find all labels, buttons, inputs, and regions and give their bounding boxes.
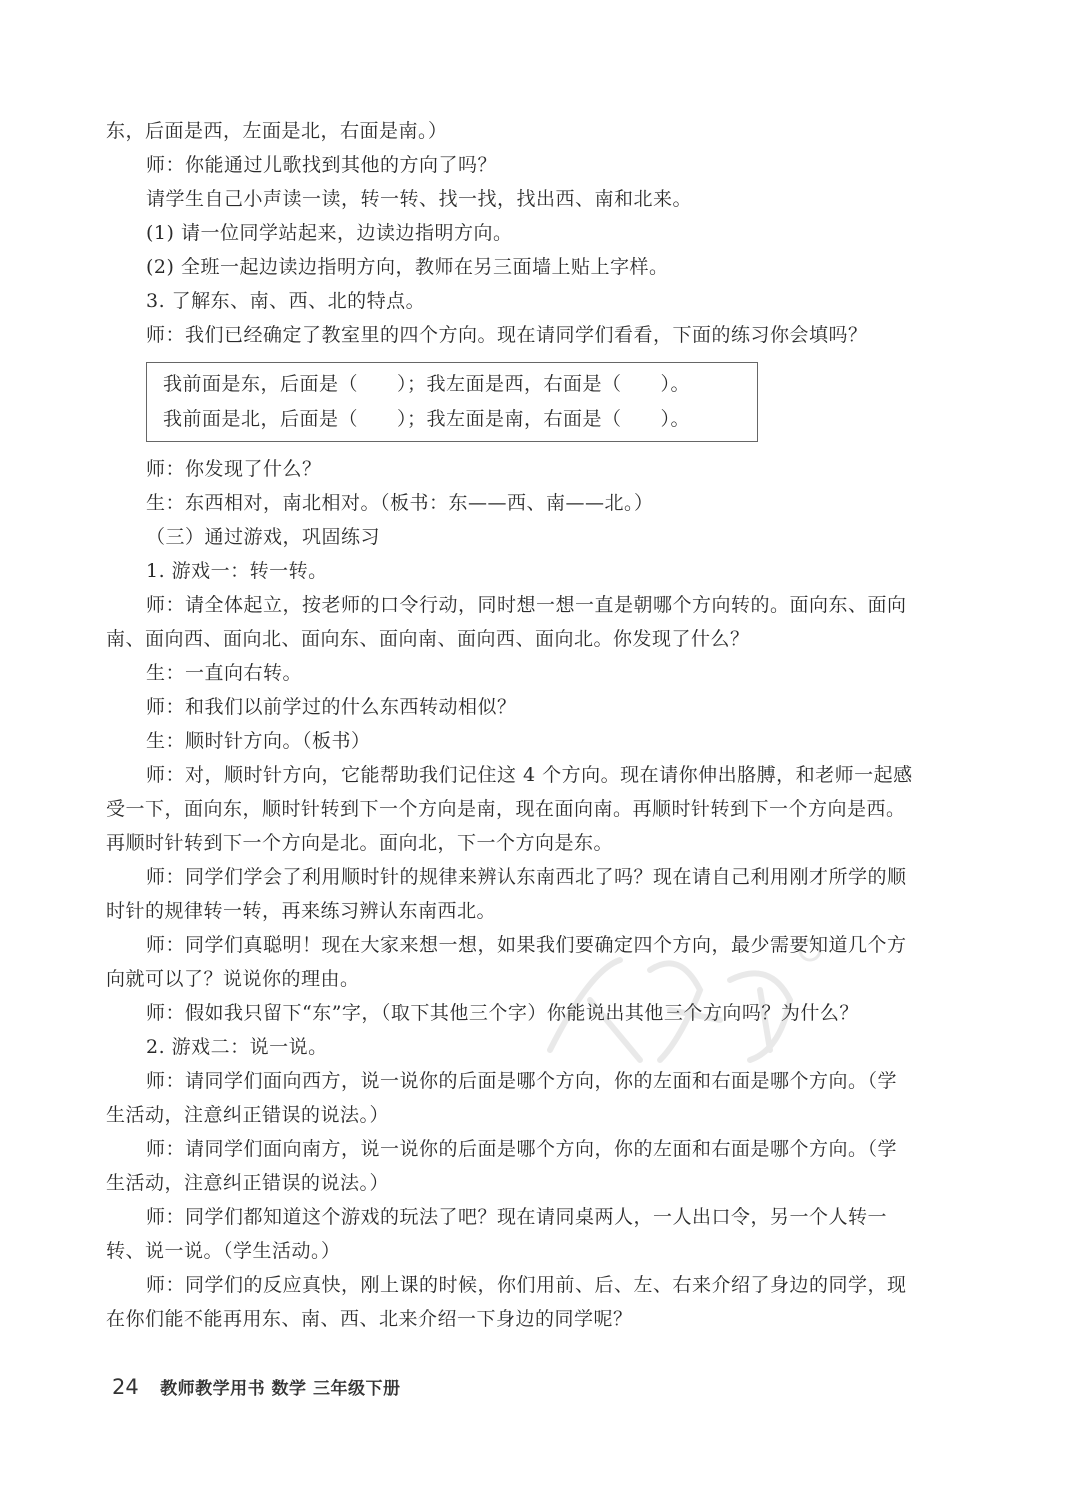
section-heading: （三）通过游戏，巩固练习 xyxy=(146,526,381,548)
text-line: 师：你发现了什么？ xyxy=(146,458,322,480)
subsection-heading: 1. 游戏一：转一转。 xyxy=(146,560,328,582)
paragraph-line: 生活动，注意纠正错误的说法。） xyxy=(106,1104,390,1126)
text-line: 请学生自己小声读一读，转一转、找一找，找出西、南和北来。 xyxy=(146,188,693,210)
paragraph-line: 向就可以了？说说你的理由。 xyxy=(106,968,360,990)
text-line: 师：假如我只留下“东”字，（取下其他三个字）你能说出其他三个方向吗？为什么？ xyxy=(146,1002,859,1024)
book-title: 教师教学用书 数学 三年级下册 xyxy=(160,1379,401,1399)
paragraph-line: 在你们能不能再用东、南、西、北来介绍一下身边的同学呢？ xyxy=(106,1308,633,1330)
paragraph-line: 师：同学们真聪明！现在大家来想一想，如果我们要确定四个方向，最少需要知道几个方 xyxy=(146,934,907,956)
paragraph-line: 师：请全体起立，按老师的口令行动，同时想一想一直是朝哪个方向转的。面向东、面向 xyxy=(146,594,907,616)
text-line: (2) 全班一起边读边指明方向，教师在另三面墙上贴上字样。 xyxy=(146,256,669,278)
text-line: 东，后面是西，左面是北，右面是南。） xyxy=(106,120,448,142)
paragraph-line: 师：对，顺时针方向，它能帮助我们记住这 4 个方向。现在请你伸出胳膊，和老师一起感 xyxy=(146,764,913,786)
text-line: 师：我们已经确定了教室里的四个方向。现在请同学们看看，下面的练习你会填吗？ xyxy=(146,324,868,346)
paragraph-line: 师：请同学们面向南方，说一说你的后面是哪个方向，你的左面和右面是哪个方向。（学 xyxy=(146,1138,898,1160)
paragraph-line: 转、说一说。（学生活动。） xyxy=(106,1240,341,1262)
page-body xyxy=(106,114,966,1336)
paragraph-line: 南、面向西、面向北、面向东、面向南、面向西、面向北。你发现了什么？ xyxy=(106,628,750,650)
text-line: 师：和我们以前学过的什么东西转动相似？ xyxy=(146,696,517,718)
page-number: 24 xyxy=(112,1375,139,1399)
exercise-box xyxy=(146,362,758,442)
paragraph-line: 师：同学们的反应真快，刚上课的时候，你们用前、后、左、右来介绍了身边的同学，现 xyxy=(146,1274,907,1296)
paragraph-line: 受一下，面向东，顺时针转到下一个方向是南，现在面向南。再顺时针转到下一个方向是西。 xyxy=(106,798,906,820)
paragraph-line: 再顺时针转到下一个方向是北。面向北，下一个方向是东。 xyxy=(106,832,614,854)
exercise-line: 我前面是东，后面是（ ）；我左面是西，右面是（ ）。 xyxy=(163,373,691,395)
paragraph-line: 师：同学们都知道这个游戏的玩法了吧？现在请同桌两人，一人出口令，另一个人转一 xyxy=(146,1206,888,1228)
paragraph-line: 时针的规律转一转，再来练习辨认东南西北。 xyxy=(106,900,497,922)
subsection-heading: 2. 游戏二：说一说。 xyxy=(146,1036,328,1058)
exercise-line: 我前面是北，后面是（ ）；我左面是南，右面是（ ）。 xyxy=(163,408,691,430)
paragraph-line: 师：同学们学会了利用顺时针的规律来辨认东南西北了吗？现在请自己利用刚才所学的顺 xyxy=(146,866,907,888)
page-footer xyxy=(112,1374,400,1399)
publisher-watermark xyxy=(530,930,830,1080)
text-line: (1) 请一位同学站起来，边读边指明方向。 xyxy=(146,222,513,244)
text-line: 师：你能通过儿歌找到其他的方向了吗？ xyxy=(146,154,498,176)
text-line: 生：东西相对，南北相对。（板书：东——西、南——北。） xyxy=(146,492,654,514)
text-line: 生：一直向右转。 xyxy=(146,662,303,684)
paragraph-line: 师：请同学们面向西方，说一说你的后面是哪个方向，你的左面和右面是哪个方向。（学 xyxy=(146,1070,898,1092)
paragraph-line: 生活动，注意纠正错误的说法。） xyxy=(106,1172,390,1194)
text-line: 生：顺时针方向。（板书） xyxy=(146,730,371,752)
text-line: 3. 了解东、南、西、北的特点。 xyxy=(146,290,426,312)
